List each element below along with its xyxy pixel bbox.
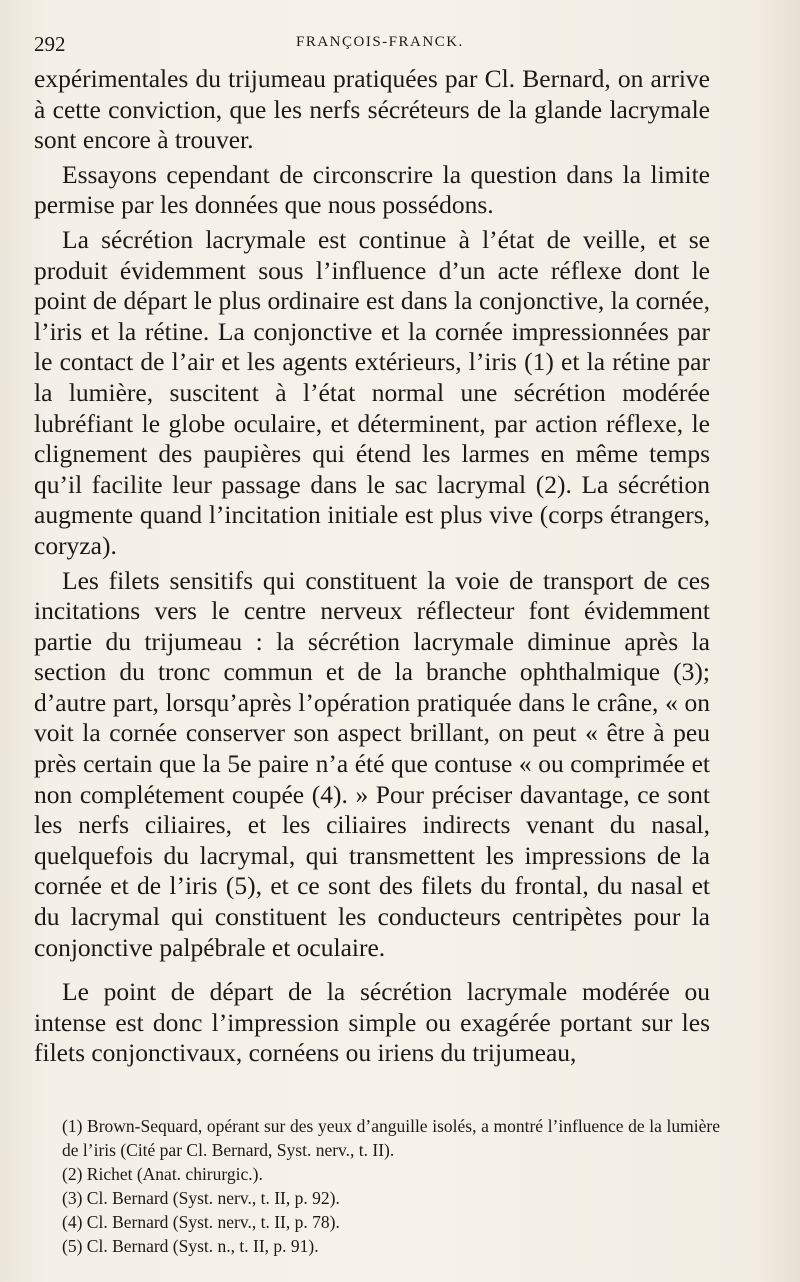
main-text [34,64,710,1069]
footnote: (3) Cl. Bernard (Syst. nerv., t. II, p. 92). [62,1188,340,1208]
paragraph: Le point de départ de la sécrétion lacrymale modérée ou intense est donc l’impression simple ou exagérée portant sur les filets conjonctivaux, cornéens ou iriens du trijumeau, [34,977,710,1068]
footnote: (5) Cl. Bernard (Syst. n., t. II, p. 91). [62,1236,319,1256]
footnote: (1) Brown-Sequard, opérant sur des yeux d’anguille isolés, a montré l’influence de la lumière de l’iris (Cité par Cl. Bernard, Syst. nerv., t. II). [62,1116,720,1160]
paragraph: Les filets sensitifs qui constituent la voie de transport de ces incitations vers le centre nerveux réflecteur font évidemment partie du trijumeau : la sécrétion lacrymale diminue après la section du tronc commun et de la branche ophthalmique (3); d’autre part, lorsqu’après l’opération pratiquée dans le crâne, « on voit la cornée conserver son aspect brillant, on peut « être à peu près certain que la 5e paire n’a été que contuse « ou comprimée et non complétement coupée (4). » Pour préciser davantage, ce sont les nerfs ciliaires, et les ciliaires indirects venant du nasal, quelquefois du lacrymal, qui transmettent les impressions de la cornée et de l’iris (5), et ce sont des filets du frontal, du nasal et du lacrymal qui constituent les conducteurs centripètes pour la conjonctive palpébrale et oculaire. [34,565,710,962]
footnotes [62,1114,720,1258]
paragraph: Essayons cependant de circonscrire la question dans la limite permise par les données que nous possédons. [34,159,710,220]
page-number: 292 [34,32,66,56]
paragraph: expérimentales du trijumeau pratiquées par Cl. Bernard, on arrive à cette conviction, que les nerfs sécréteurs de la glande lacrymale sont encore à trouver. [34,64,710,155]
footnote: (2) Richet (Anat. chirurgic.). [62,1164,263,1184]
running-title: FRANÇOIS-FRANCK. [296,34,464,50]
page-header [34,32,734,58]
footnote: (4) Cl. Bernard (Syst. nerv., t. II, p. 78). [62,1212,340,1232]
paragraph: La sécrétion lacrymale est continue à l’état de veille, et se produit évidemment sous l’influence d’un acte réflexe dont le point de départ le plus ordinaire est dans la conjonctive, la cornée, l’iris et la rétine. La conjonctive et la cornée impressionnées par le contact de l’air et les agents extérieurs, l’iris (1) et la rétine par la lumière, suscitent à l’état normal une sécrétion modérée lubréfiant le globe oculaire, et déterminent, par action réflexe, le clignement des paupières qui étend les larmes en même temps qu’il facilite leur passage dans le sac lacrymal (2). La sécrétion augmente quand l’incitation initiale est plus vive (corps étrangers, coryza). [34,224,710,560]
